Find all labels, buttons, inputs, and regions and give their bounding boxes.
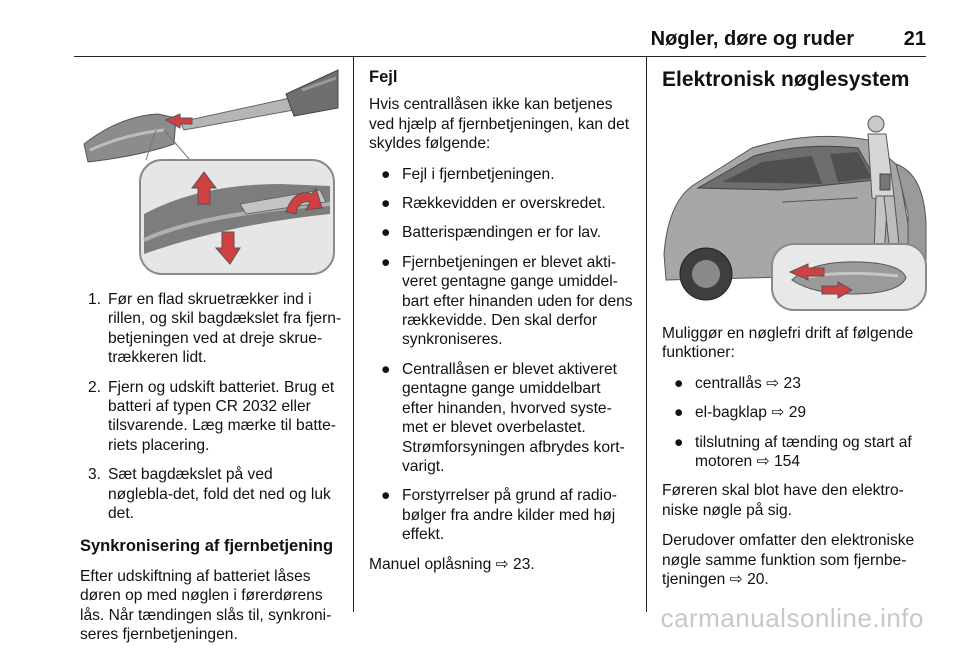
column-divider-1 xyxy=(353,56,354,612)
keyless-note-2: Derudover omfatter den elektroniske nøgle samme funktion som fjernbe-tjeningen ⇨ 20. xyxy=(662,532,915,589)
page-number: 21 xyxy=(903,28,926,50)
header-divider xyxy=(74,56,926,57)
right-column xyxy=(662,324,930,600)
page-ref-arrow-icon: ⇨ xyxy=(756,453,770,471)
page-title: Nøgler, døre og ruder xyxy=(650,28,854,50)
keyless-intro: Muliggør en nøglefri drift af følgende funktioner: xyxy=(662,325,914,362)
step-item: 3. Sæt bagdækslet på ved nøglebla-det, fold det ned og luk det. xyxy=(88,466,331,523)
column-divider-2 xyxy=(646,56,647,612)
keyless-heading: Elektronisk nøglesystem xyxy=(662,68,910,91)
keyless-note-1: Føreren skal blot have den elektro-niske nøgle på sig. xyxy=(662,482,904,519)
page-ref-arrow-icon: ⇨ xyxy=(729,571,743,589)
middle-column xyxy=(369,68,635,585)
list-item: ● el-bagklap ⇨ 29 xyxy=(674,404,807,422)
list-item: ● Rækkevidden er overskredet. xyxy=(381,195,606,213)
page-ref-arrow-icon: ⇨ xyxy=(771,404,785,422)
sync-paragraph: Efter udskiftning af batteriet låses døren op med nøglen i førerdørens lås. Når tændingen slås til, synkroni-seres fjernbetjeningen. xyxy=(80,567,332,644)
list-item: ● Fejl i fjernbetjeningen. xyxy=(381,165,555,183)
list-item: ● Centrallåsen er blevet aktiveret gentagne gange umiddelbart efter hinanden, hvorved syste-met er blevet overbelastet. Strømforsyningen afbrydes kort-varigt. xyxy=(381,360,625,475)
page-header xyxy=(74,28,926,54)
watermark: carmanualsonline.info xyxy=(660,603,924,633)
list-item: ● centrallås ⇨ 23 xyxy=(674,374,801,392)
list-item: ● Forstyrrelser på grund af radio-bølger fra andre kilder med høj effekt. xyxy=(381,487,617,544)
fault-heading: Fejl xyxy=(369,68,398,86)
list-item: ● Batterispændingen er for lav. xyxy=(381,224,602,242)
page-ref-arrow-icon: ⇨ xyxy=(495,555,509,573)
key-battery-illustration xyxy=(80,64,340,278)
sync-heading: Synkronisering af fjernbetjening xyxy=(80,537,334,556)
page-ref-arrow-icon: ⇨ xyxy=(766,374,780,392)
list-item: ● tilslutning af tænding og start af motoren ⇨ 154 xyxy=(674,433,912,471)
step-item: 2. Fjern og udskift batteriet. Brug et batteri af typen CR 2032 eller tilsvarende. Læg mærke til batte-riets placering. xyxy=(88,378,336,454)
right-heading-wrap xyxy=(662,70,928,89)
keyless-function-list xyxy=(662,374,930,472)
fault-intro: Hvis centrallåsen ikke kan betjenes ved hjælp af fjernbetjeningen, kan det skyldes følgende: xyxy=(369,96,630,153)
car-keyless-illustration xyxy=(662,104,928,314)
list-item: ● Fjernbetjeningen er blevet akti-veret gentagne gange umiddel-bart efter hinanden uden for dens rækkevidde. Den skal derfor synkroniseres. xyxy=(381,253,633,349)
manual-unlock-ref: Manuel oplåsning ⇨ 23. xyxy=(369,555,535,573)
step-item: 1. Før en flad skruetrækker ind i rillen, og skil bagdækslet fra fjern-betjeningen ved at dreje skrue-trækkeren lidt. xyxy=(88,291,342,367)
battery-steps xyxy=(80,290,342,523)
fault-list xyxy=(369,165,635,545)
left-column xyxy=(80,290,342,656)
